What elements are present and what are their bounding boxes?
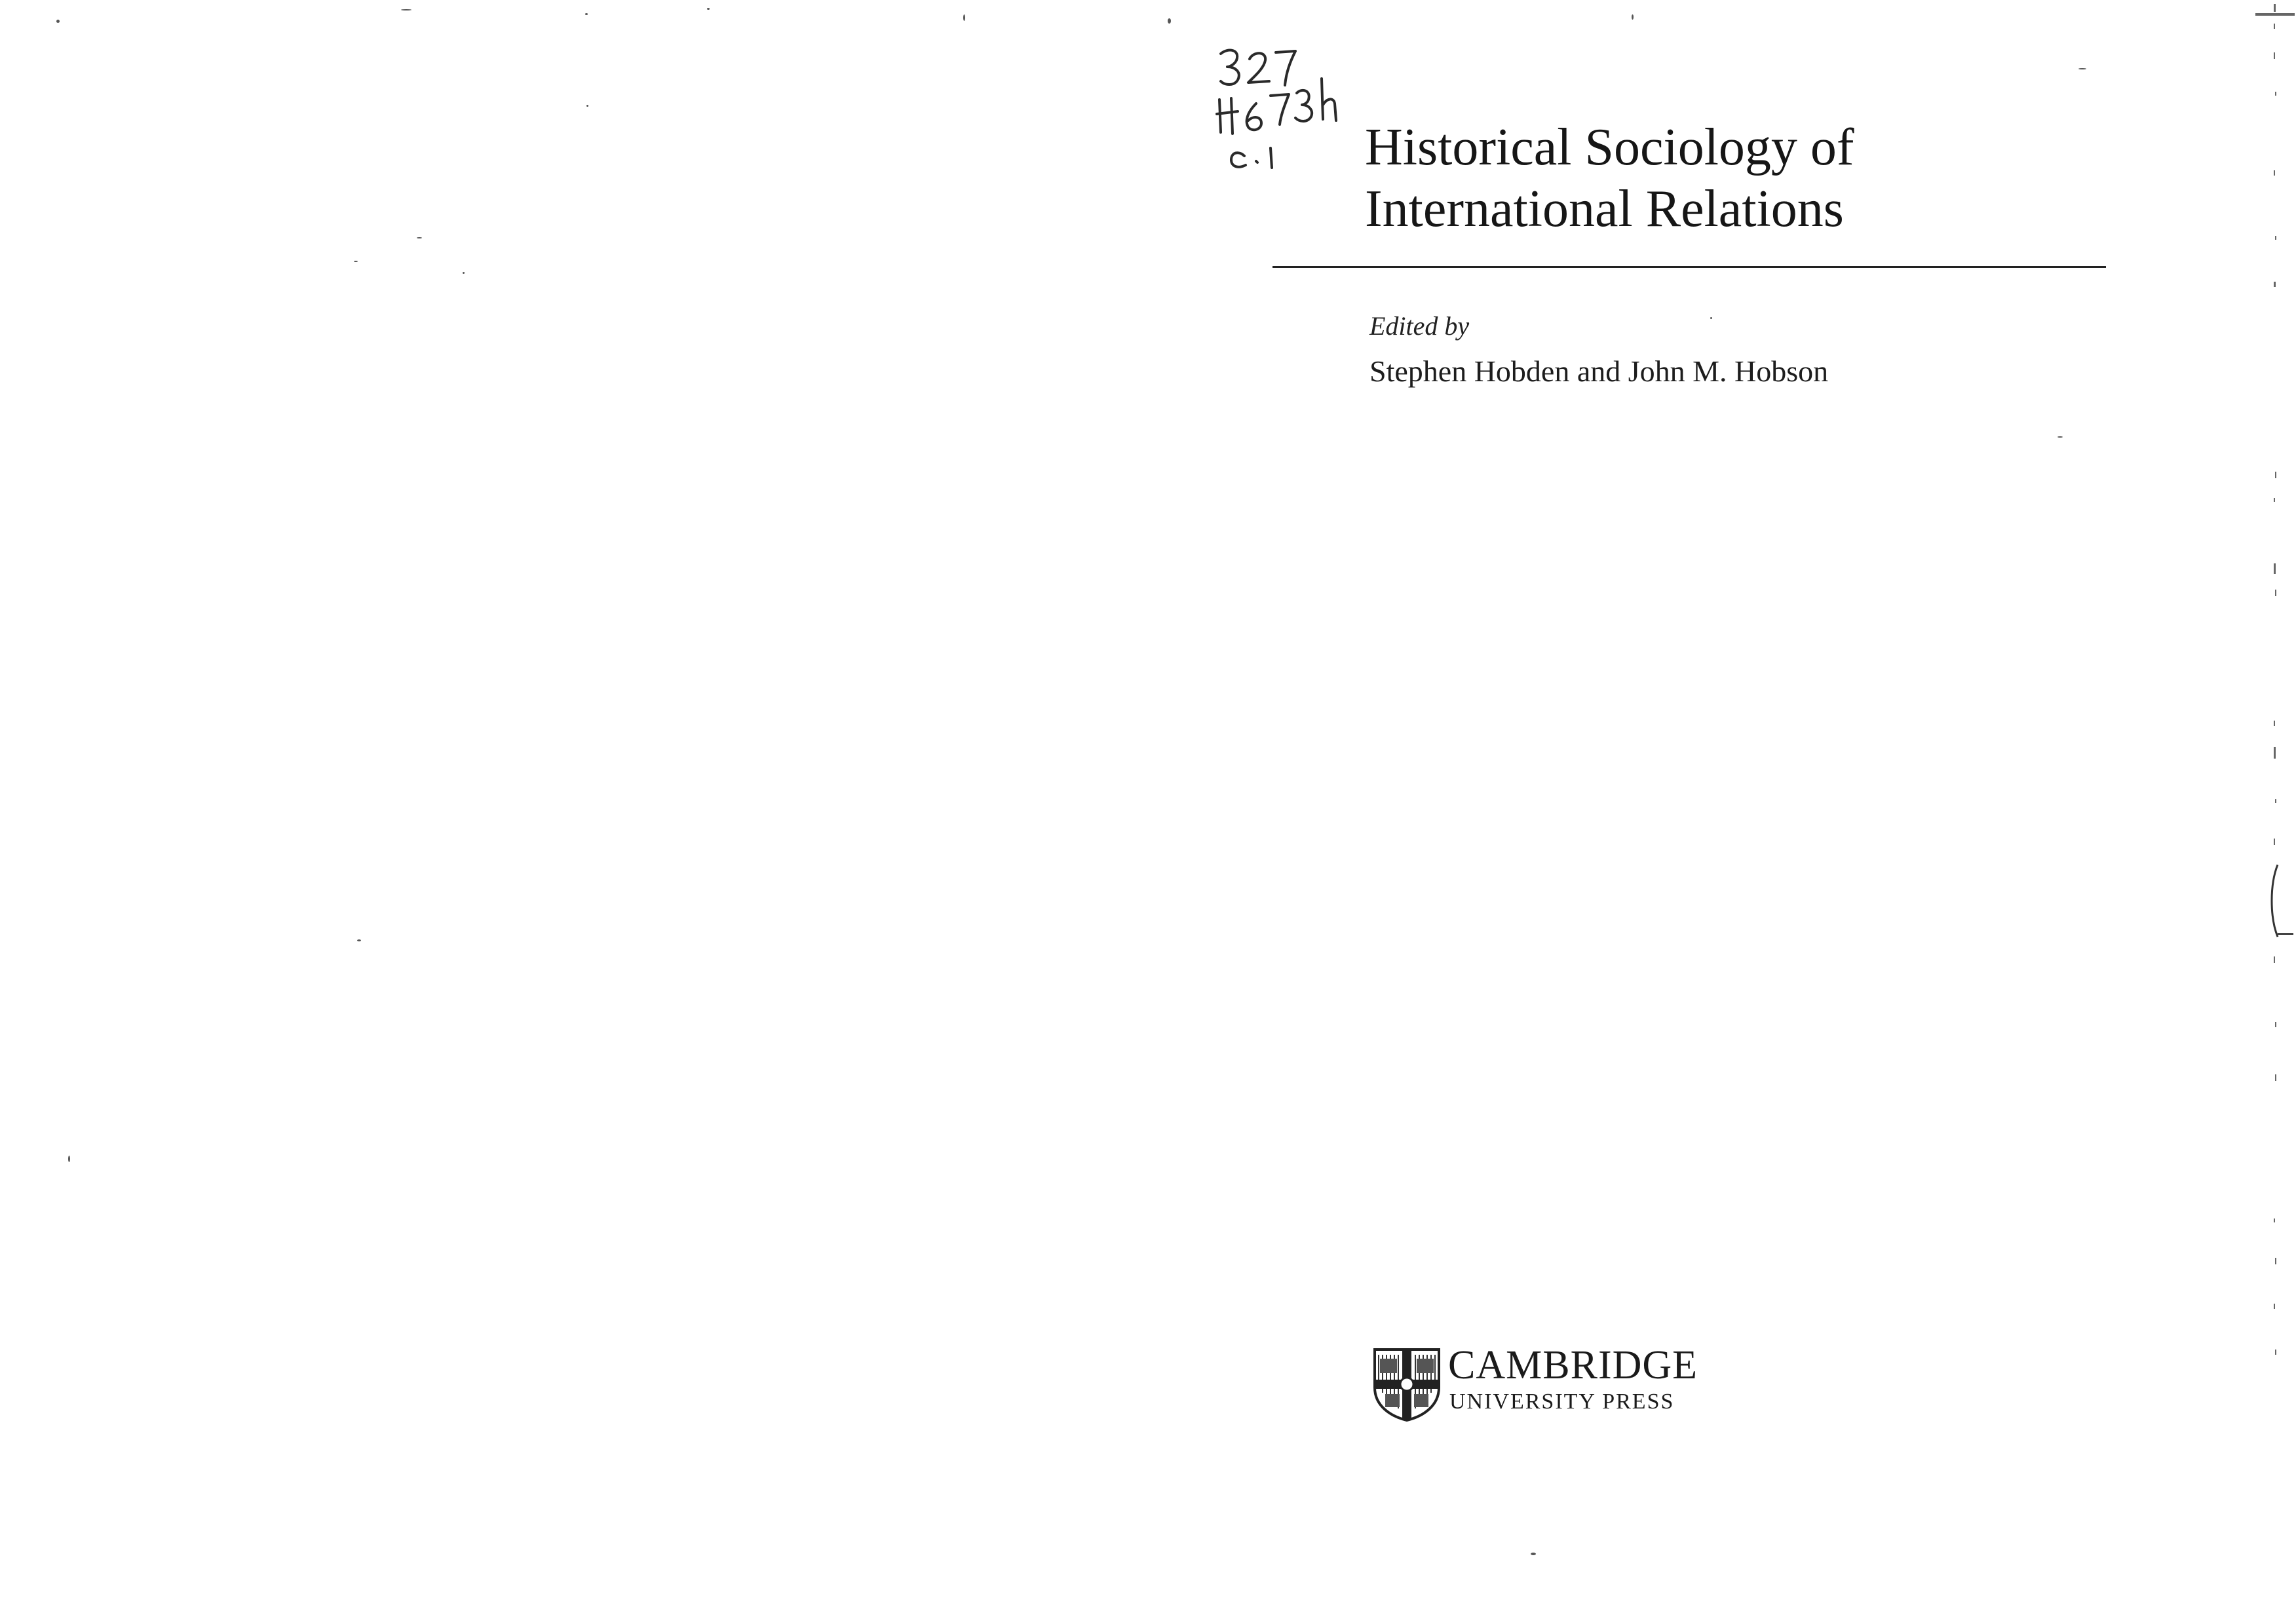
scan-speck bbox=[1710, 317, 1712, 319]
scan-speck bbox=[2057, 436, 2063, 438]
publisher-imprint bbox=[1372, 1344, 1739, 1423]
scan-speck bbox=[354, 261, 358, 262]
cambridge-crest-icon bbox=[1372, 1347, 1442, 1422]
scan-speck bbox=[586, 105, 588, 107]
page-edge-scan-artifacts bbox=[2254, 0, 2296, 1624]
scan-speck bbox=[463, 272, 465, 274]
book-title-line-2: International Relations bbox=[1365, 180, 1844, 238]
title-divider-rule bbox=[1272, 266, 2106, 268]
scan-speck bbox=[2078, 68, 2086, 69]
blank-verso-page bbox=[0, 0, 1140, 1624]
editors-names: Stephen Hobden and John M. Hobson bbox=[1369, 354, 1829, 388]
scan-speck bbox=[1531, 1553, 1536, 1555]
handwritten-call-number bbox=[1215, 39, 1373, 183]
book-title bbox=[1365, 117, 1854, 240]
scan-speck bbox=[585, 13, 588, 15]
scan-speck bbox=[417, 237, 422, 238]
scan-speck bbox=[1632, 14, 1634, 20]
scan-speck bbox=[357, 939, 361, 941]
scan-speck bbox=[56, 20, 60, 23]
scan-speck bbox=[401, 9, 411, 10]
scan-speck bbox=[707, 8, 710, 10]
edited-by-label: Edited by bbox=[1369, 311, 1470, 341]
publisher-subtitle: UNIVERSITY PRESS bbox=[1449, 1389, 1675, 1414]
scan-speck bbox=[963, 14, 965, 21]
scan-speck bbox=[1168, 18, 1171, 24]
book-title-line-1: Historical Sociology of bbox=[1365, 119, 1854, 176]
handwritten-call-number-drawing bbox=[1215, 39, 1373, 183]
scan-speck bbox=[68, 1156, 70, 1162]
publisher-name: CAMBRIDGE bbox=[1448, 1343, 1698, 1388]
